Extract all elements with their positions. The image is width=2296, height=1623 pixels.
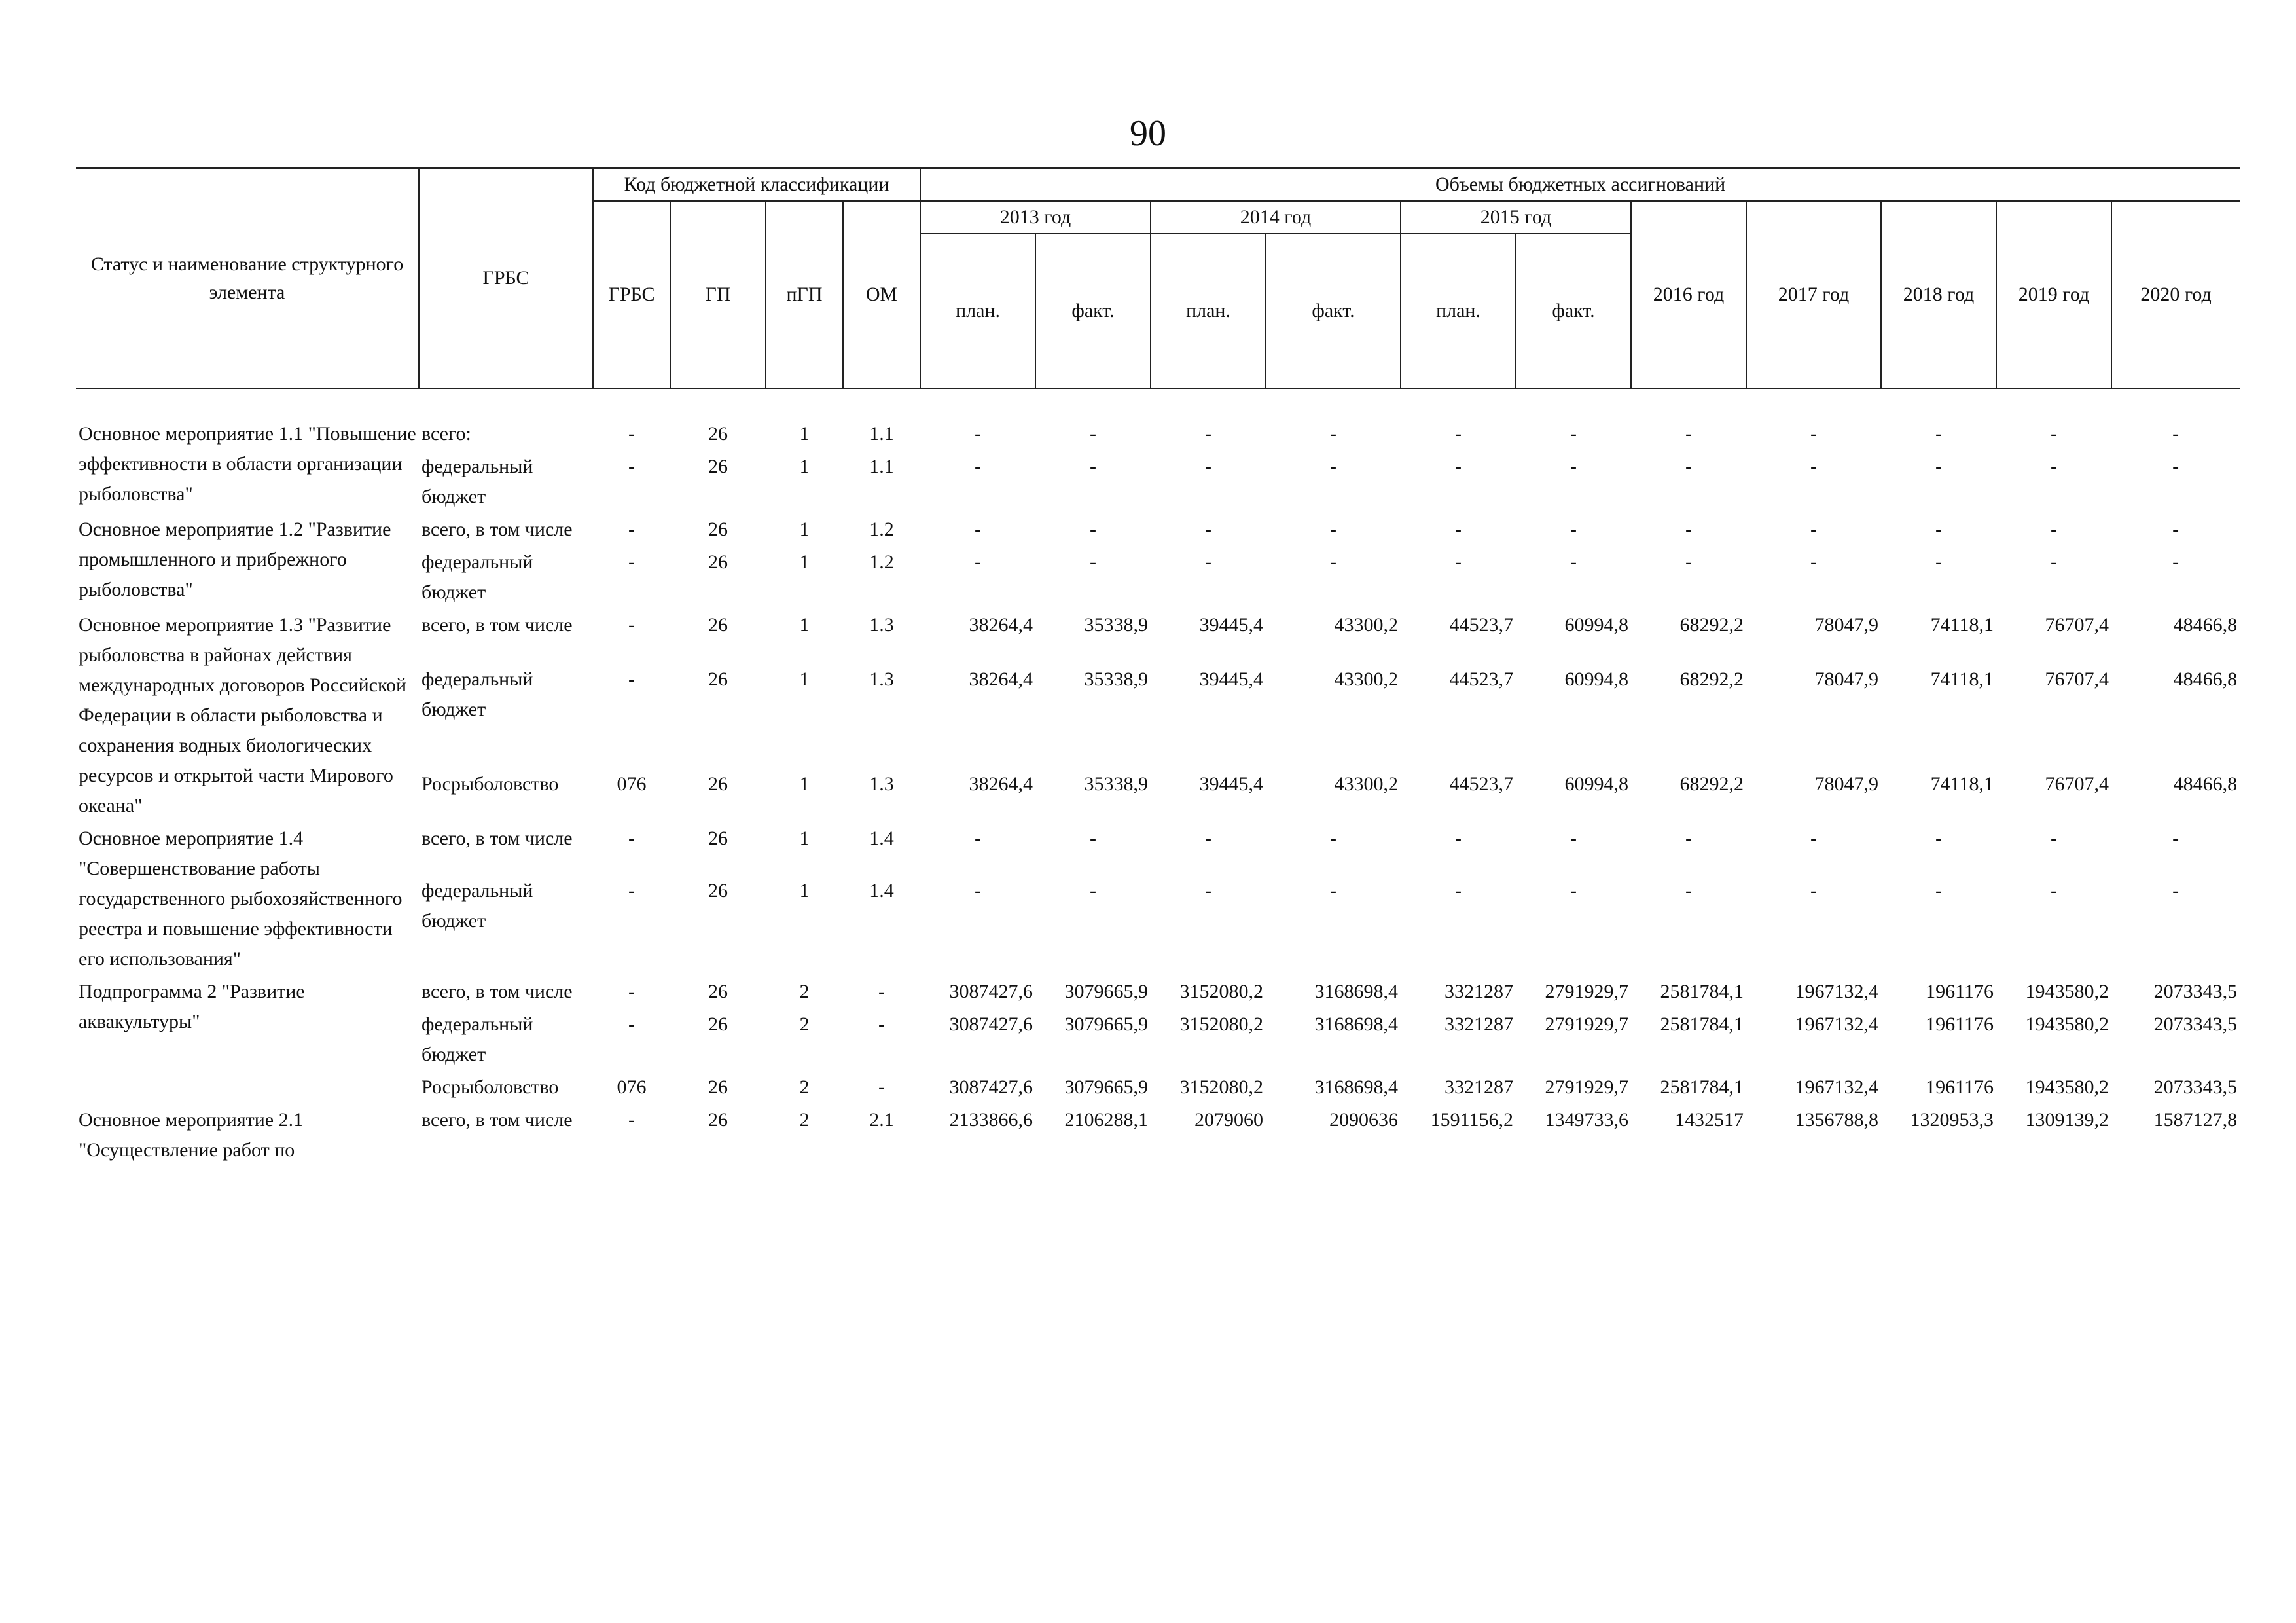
code-grbs: - [628, 614, 635, 636]
code-pgp: 2 [799, 1109, 810, 1131]
header-code-grbs: ГРБС [593, 201, 670, 388]
budget-value: 60994,8 [1564, 773, 1629, 795]
budget-value: 3079665,9 [1064, 981, 1149, 1002]
budget-value: - [1810, 880, 1818, 902]
budget-value: 48466,8 [2173, 614, 2238, 636]
header-volumes-group: Объемы бюджетных ассигнований [920, 168, 2240, 202]
code-pgp: 2 [799, 1076, 810, 1098]
code-om: - [878, 1076, 886, 1098]
header-code-group: Код бюджетной классификации [593, 168, 920, 202]
funding-source: Росрыболовство [422, 1076, 559, 1098]
budget-value: 2106288,1 [1064, 1109, 1149, 1131]
budget-value: - [1330, 551, 1337, 573]
budget-value: - [2172, 551, 2179, 573]
budget-value: - [1685, 519, 1693, 540]
header-year-2018: 2018 год [1881, 201, 1996, 388]
code-gp: 26 [708, 614, 728, 636]
budget-value: - [1455, 423, 1462, 445]
budget-value: - [1205, 519, 1212, 540]
table-row [76, 976, 2240, 1008]
budget-value: 1943580,2 [2025, 981, 2109, 1002]
budget-value: 35338,9 [1084, 614, 1149, 636]
funding-source: федеральный бюджет [422, 1013, 533, 1065]
budget-value: 74118,1 [1930, 668, 1994, 691]
budget-value: - [1570, 828, 1577, 849]
budget-value: 2073343,5 [2153, 981, 2238, 1002]
structural-element-name: Подпрограмма 2 "Развитие аквакультуры" [79, 981, 305, 1032]
budget-value: 2581784,1 [1660, 1076, 1744, 1098]
budget-value: 1943580,2 [2025, 1076, 2109, 1098]
budget-value: - [2172, 456, 2179, 477]
budget-value: 38264,4 [969, 668, 1033, 691]
budget-value: - [1090, 551, 1097, 573]
budget-value: 1943580,2 [2025, 1013, 2109, 1035]
budget-value: 39445,4 [1199, 614, 1264, 636]
budget-value: 2073343,5 [2153, 1013, 2238, 1035]
budget-value: 2581784,1 [1660, 1013, 1744, 1035]
budget-value: - [1810, 828, 1818, 849]
budget-value: - [1205, 828, 1212, 849]
header-year-2019: 2019 год [1996, 201, 2111, 388]
budget-value: 2581784,1 [1660, 981, 1744, 1002]
budget-value: - [1935, 456, 1943, 477]
budget-value: - [1935, 828, 1943, 849]
code-om: 1.3 [869, 668, 894, 691]
code-grbs: - [628, 981, 635, 1002]
budget-value: 35338,9 [1084, 773, 1149, 795]
code-om: 1.3 [869, 614, 894, 636]
budget-value: 3087427,6 [949, 981, 1033, 1002]
budget-value: 3321287 [1444, 981, 1514, 1002]
table-row [76, 609, 2240, 663]
budget-value: 44523,7 [1449, 614, 1514, 636]
code-gp: 26 [708, 880, 728, 902]
budget-value: - [1570, 551, 1577, 573]
budget-value: 1356788,8 [1795, 1109, 1879, 1131]
header-year-2014: 2014 год [1151, 201, 1401, 234]
budget-value: - [1090, 423, 1097, 445]
budget-value: - [975, 828, 982, 849]
code-gp: 26 [708, 456, 728, 477]
budget-value: - [975, 551, 982, 573]
code-om: 1.4 [869, 828, 894, 849]
budget-value: 39445,4 [1199, 668, 1264, 691]
budget-value: 3087427,6 [949, 1013, 1033, 1035]
budget-value: - [1455, 519, 1462, 540]
budget-value: - [1090, 880, 1097, 902]
budget-value: 2791929,7 [1545, 1076, 1629, 1098]
code-om: 1.4 [869, 880, 894, 902]
header-2013-plan: план. [920, 234, 1035, 388]
code-gp: 26 [708, 551, 728, 573]
code-om: 1.2 [869, 519, 894, 540]
funding-source: всего: [422, 423, 471, 445]
budget-value: 3079665,9 [1064, 1076, 1149, 1098]
budget-value: 1587127,8 [2153, 1109, 2238, 1131]
budget-value: 78047,9 [1814, 614, 1879, 636]
budget-value: 76707,4 [2045, 668, 2109, 691]
budget-value: - [2051, 423, 2058, 445]
budget-value: - [1685, 456, 1693, 477]
budget-value: 3087427,6 [949, 1076, 1033, 1098]
code-pgp: 2 [799, 1013, 810, 1035]
code-grbs: - [628, 1013, 635, 1035]
budget-value: 2079060 [1194, 1109, 1264, 1131]
code-pgp: 1 [799, 880, 810, 902]
structural-element-name: Основное мероприятие 1.2 "Развитие промышленного и прибрежного рыболовства" [79, 519, 391, 600]
budget-value: - [975, 423, 982, 445]
budget-value: - [975, 880, 982, 902]
budget-value: 44523,7 [1449, 668, 1514, 691]
budget-value: 39445,4 [1199, 773, 1264, 795]
budget-value: - [1570, 880, 1577, 902]
structural-element-name: Основное мероприятие 1.4 "Совершенствование работы государственного рыбохозяйственного реестра и повышение эффективности его использования" [79, 828, 403, 970]
budget-value: - [1090, 519, 1097, 540]
budget-value: 1961176 [1926, 1076, 1994, 1098]
budget-value: 76707,4 [2045, 773, 2109, 795]
budget-value: 1349733,6 [1545, 1109, 1629, 1131]
budget-value: - [1455, 551, 1462, 573]
code-gp: 26 [708, 668, 728, 691]
budget-value: - [1685, 880, 1693, 902]
budget-value: 43300,2 [1334, 614, 1399, 636]
budget-value: 76707,4 [2045, 614, 2109, 636]
funding-source: федеральный бюджет [422, 551, 533, 603]
budget-value: - [1205, 880, 1212, 902]
budget-value: - [1205, 456, 1212, 477]
budget-value: - [2051, 519, 2058, 540]
header-2013-fact: факт. [1035, 234, 1151, 388]
budget-value: 3321287 [1444, 1076, 1514, 1098]
budget-value: - [1090, 828, 1097, 849]
budget-value: 43300,2 [1334, 668, 1399, 691]
funding-source: всего, в том числе [422, 519, 573, 540]
funding-source: всего, в том числе [422, 828, 573, 849]
header-year-2017: 2017 год [1746, 201, 1881, 388]
code-om: - [878, 981, 886, 1002]
budget-value: 1967132,4 [1795, 981, 1879, 1002]
code-gp: 26 [708, 1076, 728, 1098]
budget-value: - [2172, 828, 2179, 849]
code-gp: 26 [708, 1109, 728, 1131]
budget-value: 38264,4 [969, 614, 1033, 636]
budget-value: 43300,2 [1334, 773, 1399, 795]
budget-value: 2791929,7 [1545, 981, 1629, 1002]
budget-value: 3152080,2 [1179, 981, 1264, 1002]
code-pgp: 1 [799, 668, 810, 691]
budget-value: - [1935, 519, 1943, 540]
budget-value: - [1685, 423, 1693, 445]
header-year-2013: 2013 год [920, 201, 1151, 234]
budget-value: - [1810, 519, 1818, 540]
funding-source: федеральный бюджет [422, 668, 533, 721]
table-row [76, 1104, 2240, 1167]
budget-value: - [1455, 828, 1462, 849]
budget-value: 38264,4 [969, 773, 1033, 795]
code-grbs: - [628, 880, 635, 902]
budget-value: - [1090, 456, 1097, 477]
budget-value: 2791929,7 [1545, 1013, 1629, 1035]
code-pgp: 1 [799, 423, 810, 445]
budget-value: 2073343,5 [2153, 1076, 2238, 1098]
code-om: 1.1 [869, 423, 894, 445]
header-2015-plan: план. [1401, 234, 1516, 388]
structural-element-name: Основное мероприятие 1.1 "Повышение эффективности в области организации рыболовства" [79, 423, 416, 505]
budget-value: 1961176 [1926, 1013, 1994, 1035]
budget-value: 3321287 [1444, 1013, 1514, 1035]
budget-value: 2133866,6 [949, 1109, 1033, 1131]
budget-value: 60994,8 [1564, 668, 1629, 691]
table-body [76, 388, 2240, 1167]
budget-value: 3079665,9 [1064, 1013, 1149, 1035]
code-pgp: 1 [799, 773, 810, 795]
budget-value: 68292,2 [1679, 668, 1744, 691]
budget-value: - [1685, 551, 1693, 573]
budget-value: 3168698,4 [1314, 1076, 1399, 1098]
budget-value: - [2051, 828, 2058, 849]
budget-value: 60994,8 [1564, 614, 1629, 636]
budget-value: 78047,9 [1814, 668, 1879, 691]
header-status-name: Статус и наименование структурного элемента [76, 168, 419, 389]
structural-element-name: Основное мероприятие 1.3 "Развитие рыболовства в районах действия международных договоров Российской Федерации в области рыболовства и сохранения водных биологических ресурсов и открытой части Мирового океана" [79, 614, 407, 816]
code-pgp: 1 [799, 828, 810, 849]
code-grbs: - [628, 828, 635, 849]
budget-value: - [2051, 551, 2058, 573]
budget-value: - [1330, 423, 1337, 445]
budget-value: - [2172, 519, 2179, 540]
budget-value: 1309139,2 [2025, 1109, 2109, 1131]
code-grbs: - [628, 423, 635, 445]
budget-value: - [1935, 423, 1943, 445]
budget-value: 48466,8 [2173, 668, 2238, 691]
budget-value: - [1810, 456, 1818, 477]
funding-source: всего, в том числе [422, 614, 573, 636]
budget-value: - [975, 456, 982, 477]
funding-source: федеральный бюджет [422, 880, 533, 932]
budget-value: - [1205, 551, 1212, 573]
budget-value: 3168698,4 [1314, 1013, 1399, 1035]
header-year-2015: 2015 год [1401, 201, 1631, 234]
budget-value: - [1455, 880, 1462, 902]
budget-value: 3168698,4 [1314, 981, 1399, 1002]
header-2014-plan: план. [1151, 234, 1266, 388]
code-om: 1.2 [869, 551, 894, 573]
code-pgp: 1 [799, 551, 810, 573]
budget-value: 1591156,2 [1430, 1109, 1514, 1131]
code-pgp: 1 [799, 519, 810, 540]
budget-value: - [1455, 456, 1462, 477]
code-grbs: - [628, 456, 635, 477]
code-grbs: 076 [617, 773, 647, 795]
budget-value: - [1570, 519, 1577, 540]
budget-value: 68292,2 [1679, 773, 1744, 795]
budget-value: - [1810, 423, 1818, 445]
budget-table [76, 167, 2240, 1167]
funding-source: всего, в том числе [422, 981, 573, 1002]
funding-source: всего, в том числе [422, 1109, 573, 1131]
budget-value: - [1570, 423, 1577, 445]
code-gp: 26 [708, 1013, 728, 1035]
structural-element-name: Основное мероприятие 2.1 "Осуществление работ по [79, 1109, 304, 1161]
budget-value: 1320953,3 [1910, 1109, 1994, 1131]
budget-value: - [1330, 828, 1337, 849]
budget-value: 3152080,2 [1179, 1013, 1264, 1035]
budget-value: - [2172, 880, 2179, 902]
table-row [76, 513, 2240, 546]
budget-value: - [1935, 880, 1943, 902]
budget-value: - [1935, 551, 1943, 573]
budget-value: - [1205, 423, 1212, 445]
budget-value: 78047,9 [1814, 773, 1879, 795]
budget-value: 1967132,4 [1795, 1076, 1879, 1098]
budget-value: 1967132,4 [1795, 1013, 1879, 1035]
header-code-om: ОМ [843, 201, 920, 388]
header-code-pgp: пГП [766, 201, 843, 388]
code-grbs: - [628, 1109, 635, 1131]
budget-value: - [2172, 423, 2179, 445]
header-year-2016: 2016 год [1631, 201, 1746, 388]
budget-value: - [2051, 456, 2058, 477]
code-pgp: 2 [799, 981, 810, 1002]
budget-value: 1432517 [1675, 1109, 1744, 1131]
budget-value: - [1810, 551, 1818, 573]
budget-value: 74118,1 [1930, 773, 1994, 795]
budget-value: 74118,1 [1930, 614, 1994, 636]
budget-value: - [1330, 519, 1337, 540]
funding-source: Росрыболовство [422, 773, 559, 795]
table-row [76, 822, 2240, 875]
code-om: 1.3 [869, 773, 894, 795]
budget-value: 3152080,2 [1179, 1076, 1264, 1098]
code-pgp: 1 [799, 614, 810, 636]
table-row [76, 418, 2240, 450]
code-grbs: - [628, 668, 635, 691]
code-om: - [878, 1013, 886, 1035]
code-grbs: - [628, 551, 635, 573]
code-gp: 26 [708, 773, 728, 795]
budget-value: - [975, 519, 982, 540]
code-om: 1.1 [869, 456, 894, 477]
budget-value: 68292,2 [1679, 614, 1744, 636]
budget-value: - [1570, 456, 1577, 477]
budget-value: - [1330, 456, 1337, 477]
header-2014-fact: факт. [1266, 234, 1401, 388]
budget-value: - [1685, 828, 1693, 849]
page-number: 90 [1130, 113, 1166, 154]
code-grbs: 076 [617, 1076, 647, 1098]
header-grbs: ГРБС [419, 168, 593, 389]
funding-source: федеральный бюджет [422, 456, 533, 507]
budget-value: - [1330, 880, 1337, 902]
code-gp: 26 [708, 981, 728, 1002]
code-pgp: 1 [799, 456, 810, 477]
budget-value: 48466,8 [2173, 773, 2238, 795]
budget-value: 35338,9 [1084, 668, 1149, 691]
code-om: 2.1 [869, 1109, 894, 1131]
budget-value: - [2051, 880, 2058, 902]
budget-value: 2090636 [1329, 1109, 1399, 1131]
header-code-gp: ГП [670, 201, 766, 388]
header-year-2020: 2020 год [2111, 201, 2240, 388]
code-gp: 26 [708, 519, 728, 540]
budget-value: 1961176 [1926, 981, 1994, 1002]
code-gp: 26 [708, 423, 728, 445]
code-grbs: - [628, 519, 635, 540]
code-gp: 26 [708, 828, 728, 849]
header-2015-fact: факт. [1516, 234, 1631, 388]
budget-value: 44523,7 [1449, 773, 1514, 795]
